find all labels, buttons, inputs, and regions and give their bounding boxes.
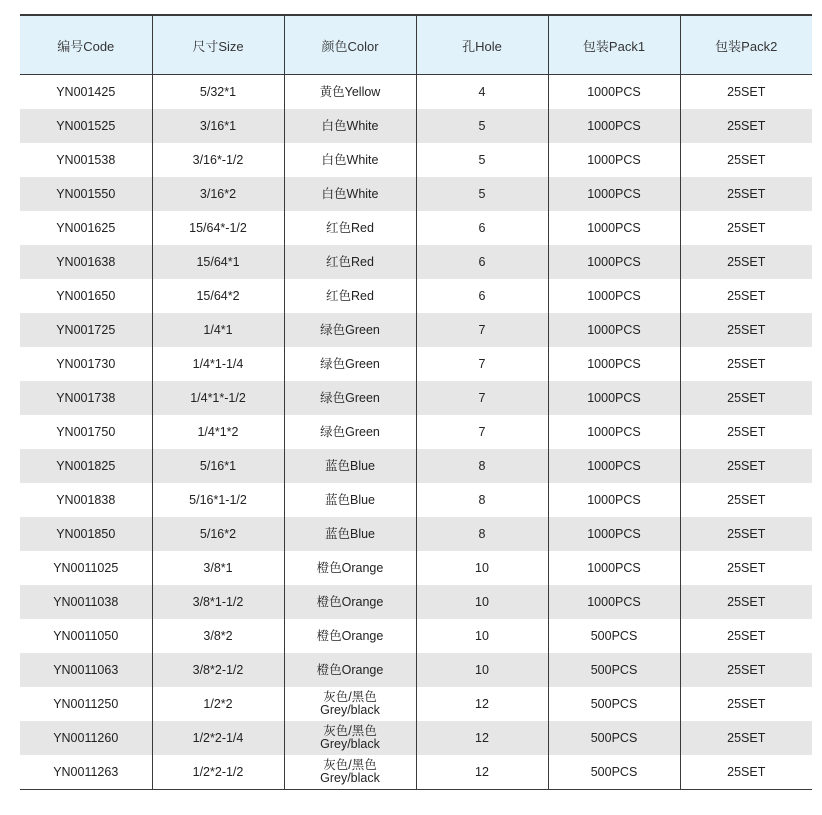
table-row: [20, 415, 812, 449]
cell-color: 绿色Green: [284, 415, 416, 449]
cell-size: 5/16*1: [152, 449, 284, 483]
cell-color: 白色White: [284, 143, 416, 177]
table-row: [20, 347, 812, 381]
product-spec-table-container: [20, 14, 812, 790]
cell-hole: 7: [416, 347, 548, 381]
cell-pack1: 1000PCS: [548, 551, 680, 585]
cell-hole: 7: [416, 313, 548, 347]
cell-size: 1/4*1-1/4: [152, 347, 284, 381]
cell-hole: 6: [416, 279, 548, 313]
cell-pack1: 500PCS: [548, 619, 680, 653]
cell-pack2: 25SET: [680, 415, 812, 449]
table-row: [20, 755, 812, 790]
cell-pack2: 25SET: [680, 211, 812, 245]
cell-color: 绿色Green: [284, 313, 416, 347]
cell-color: 蓝色Blue: [284, 517, 416, 551]
cell-size: 3/8*2: [152, 619, 284, 653]
header-pack2: 包装Pack2: [680, 15, 812, 75]
table-row: [20, 109, 812, 143]
cell-pack1: 500PCS: [548, 687, 680, 721]
cell-color: 橙色Orange: [284, 619, 416, 653]
table-row: [20, 75, 812, 110]
cell-color: 橙色Orange: [284, 551, 416, 585]
table-header: [20, 15, 812, 75]
cell-size: 15/64*2: [152, 279, 284, 313]
cell-pack1: 1000PCS: [548, 517, 680, 551]
cell-hole: 8: [416, 483, 548, 517]
cell-code: YN001750: [56, 424, 116, 439]
cell-color: 灰色/黑色 Grey/black: [284, 755, 416, 790]
cell-size: 5/32*1: [152, 75, 284, 110]
cell-code: YN001525: [20, 109, 152, 143]
cell-code: YN001650: [56, 288, 116, 303]
table-row: [20, 381, 812, 415]
cell-size: 15/64*-1/2: [152, 211, 284, 245]
cell-size: 1/2*2-1/4: [152, 721, 284, 755]
cell-size: 1/2*2-1/2: [152, 755, 284, 790]
cell-pack1: 1000PCS: [548, 245, 680, 279]
cell-pack2: 25SET: [680, 279, 812, 313]
cell-size: 15/64*1: [152, 245, 284, 279]
cell-pack2: 25SET: [680, 551, 812, 585]
cell-hole: 5: [416, 143, 548, 177]
cell-hole: 10: [416, 619, 548, 653]
header-row: [20, 15, 812, 75]
cell-pack1: 500PCS: [548, 721, 680, 755]
cell-color: 灰色/黑色 Grey/black: [284, 687, 416, 721]
cell-color: 灰色/黑色 Grey/black: [284, 721, 416, 755]
table-row: [20, 721, 812, 755]
cell-size: 5/16*2: [152, 517, 284, 551]
table-row: [20, 245, 812, 279]
cell-color: 白色White: [284, 177, 416, 211]
cell-size: 3/16*-1/2: [152, 143, 284, 177]
cell-color: 白色White: [284, 109, 416, 143]
cell-hole: 7: [416, 415, 548, 449]
cell-size: 1/4*1*-1/2: [152, 381, 284, 415]
cell-pack2: 25SET: [680, 177, 812, 211]
cell-hole: 12: [416, 755, 548, 790]
table-row: [20, 551, 812, 585]
cell-code: YN0011250: [53, 696, 119, 711]
table-row: [20, 211, 812, 245]
cell-code: YN001738: [20, 381, 152, 415]
table-row: [20, 483, 812, 517]
cell-pack1: 500PCS: [548, 755, 680, 790]
cell-pack2: 25SET: [680, 449, 812, 483]
table-row: [20, 279, 812, 313]
cell-code: YN001425: [56, 84, 116, 99]
cell-size: 1/4*1*2: [152, 415, 284, 449]
cell-pack2: 25SET: [680, 109, 812, 143]
header-size: 尺寸Size: [152, 15, 284, 75]
cell-color: 红色Red: [284, 279, 416, 313]
table-row: [20, 619, 812, 653]
table-row: [20, 177, 812, 211]
header-hole: 孔Hole: [416, 15, 548, 75]
product-spec-table: [20, 14, 812, 790]
table-row: [20, 653, 812, 687]
cell-hole: 10: [416, 551, 548, 585]
cell-code: YN0011038: [20, 585, 152, 619]
cell-color: 黄色Yellow: [284, 75, 416, 110]
cell-pack1: 1000PCS: [548, 585, 680, 619]
cell-pack1: 1000PCS: [548, 177, 680, 211]
cell-code: YN0011063: [20, 653, 152, 687]
cell-hole: 6: [416, 211, 548, 245]
cell-color: 橙色Orange: [284, 585, 416, 619]
cell-pack1: 1000PCS: [548, 211, 680, 245]
cell-pack2: 25SET: [680, 687, 812, 721]
cell-pack2: 25SET: [680, 619, 812, 653]
cell-code: YN001725: [20, 313, 152, 347]
cell-code: YN0011260: [20, 721, 152, 755]
cell-color: 橙色Orange: [284, 653, 416, 687]
cell-color: 绿色Green: [284, 347, 416, 381]
cell-hole: 5: [416, 177, 548, 211]
cell-code: YN001538: [56, 152, 116, 167]
cell-pack1: 1000PCS: [548, 75, 680, 110]
cell-size: 3/16*1: [152, 109, 284, 143]
cell-code: YN001825: [20, 449, 152, 483]
cell-hole: 12: [416, 721, 548, 755]
cell-pack1: 1000PCS: [548, 449, 680, 483]
cell-code: YN001625: [56, 220, 116, 235]
cell-pack2: 25SET: [680, 585, 812, 619]
header-color: 颜色Color: [284, 15, 416, 75]
cell-pack1: 1000PCS: [548, 313, 680, 347]
cell-hole: 10: [416, 585, 548, 619]
cell-pack2: 25SET: [680, 483, 812, 517]
cell-hole: 6: [416, 245, 548, 279]
cell-code: YN0011050: [53, 628, 119, 643]
table-row: [20, 585, 812, 619]
cell-pack2: 25SET: [680, 75, 812, 110]
cell-color: 红色Red: [284, 245, 416, 279]
header-code: 编号Code: [20, 15, 152, 75]
cell-pack1: 1000PCS: [548, 381, 680, 415]
cell-code: YN001850: [20, 517, 152, 551]
cell-size: 3/8*1: [152, 551, 284, 585]
cell-pack1: 1000PCS: [548, 415, 680, 449]
cell-hole: 4: [416, 75, 548, 110]
cell-pack1: 500PCS: [548, 653, 680, 687]
cell-color: 蓝色Blue: [284, 483, 416, 517]
cell-color: 蓝色Blue: [284, 449, 416, 483]
cell-hole: 8: [416, 517, 548, 551]
cell-code: YN001838: [56, 492, 116, 507]
cell-color: 绿色Green: [284, 381, 416, 415]
cell-pack2: 25SET: [680, 313, 812, 347]
cell-size: 1/2*2: [152, 687, 284, 721]
cell-hole: 12: [416, 687, 548, 721]
cell-pack2: 25SET: [680, 245, 812, 279]
table-row: [20, 313, 812, 347]
table-body: [20, 75, 812, 790]
cell-color: 红色Red: [284, 211, 416, 245]
cell-pack2: 25SET: [680, 755, 812, 790]
cell-pack1: 1000PCS: [548, 109, 680, 143]
table-row: [20, 517, 812, 551]
header-pack1: 包装Pack1: [548, 15, 680, 75]
cell-pack1: 1000PCS: [548, 143, 680, 177]
cell-pack2: 25SET: [680, 347, 812, 381]
cell-pack1: 1000PCS: [548, 279, 680, 313]
cell-code: YN001550: [20, 177, 152, 211]
cell-pack2: 25SET: [680, 721, 812, 755]
cell-size: 3/8*2-1/2: [152, 653, 284, 687]
cell-pack1: 1000PCS: [548, 347, 680, 381]
cell-code: YN0011263: [20, 755, 152, 790]
cell-pack1: 1000PCS: [548, 483, 680, 517]
cell-pack2: 25SET: [680, 143, 812, 177]
cell-hole: 8: [416, 449, 548, 483]
cell-pack2: 25SET: [680, 381, 812, 415]
cell-hole: 7: [416, 381, 548, 415]
cell-size: 5/16*1-1/2: [152, 483, 284, 517]
cell-size: 1/4*1: [152, 313, 284, 347]
cell-code: YN0011025: [53, 560, 119, 575]
cell-pack2: 25SET: [680, 517, 812, 551]
cell-hole: 10: [416, 653, 548, 687]
cell-size: 3/8*1-1/2: [152, 585, 284, 619]
cell-size: 3/16*2: [152, 177, 284, 211]
cell-hole: 5: [416, 109, 548, 143]
table-row: [20, 449, 812, 483]
cell-code: YN001730: [56, 356, 116, 371]
table-row: [20, 687, 812, 721]
cell-pack2: 25SET: [680, 653, 812, 687]
cell-code: YN001638: [20, 245, 152, 279]
table-row: [20, 143, 812, 177]
